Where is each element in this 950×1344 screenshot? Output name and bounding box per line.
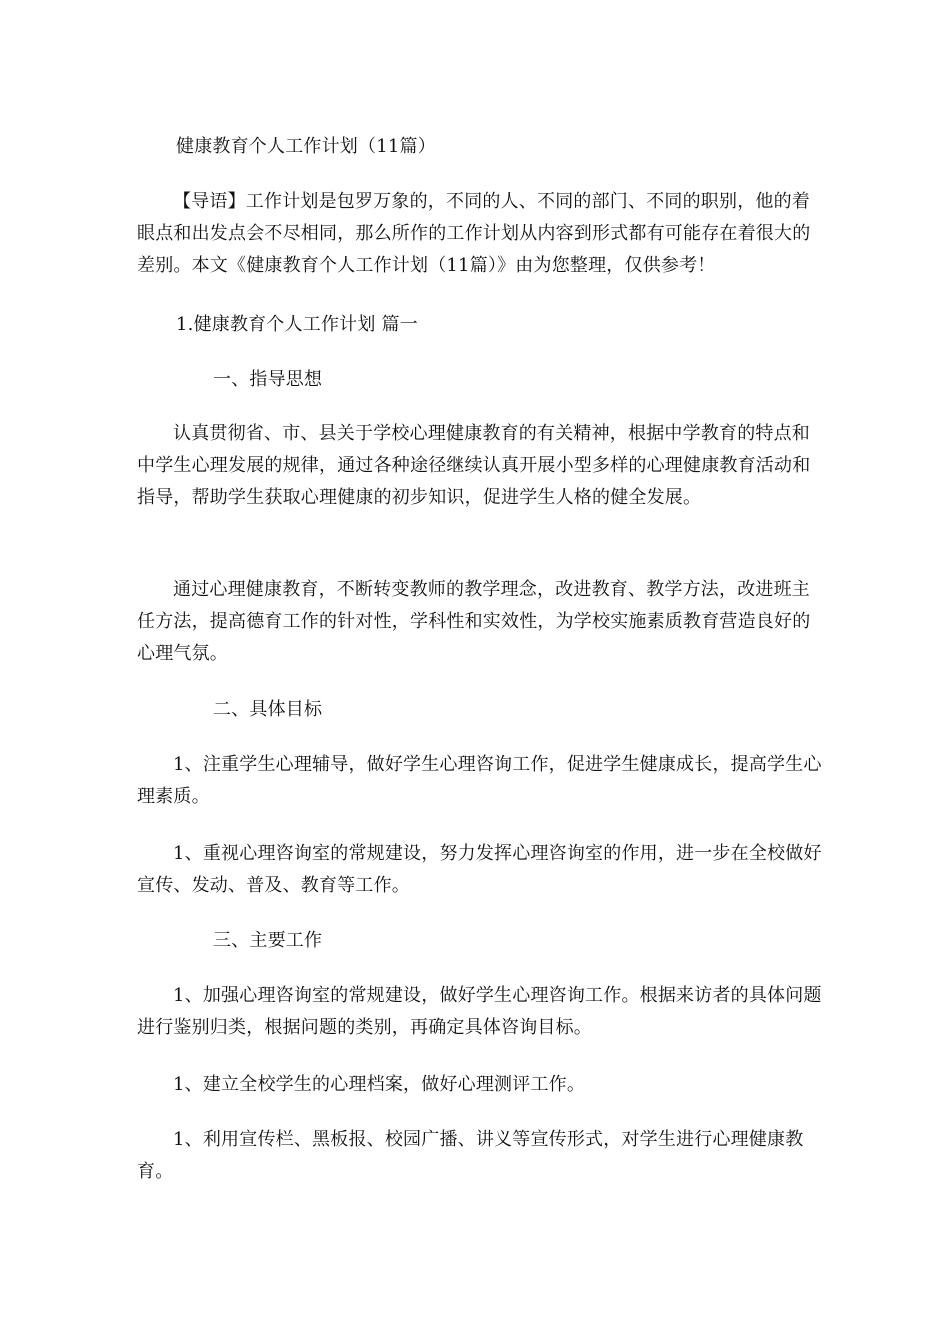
section-heading-specific-goals: 二、具体目标 <box>213 699 323 720</box>
main-work-paragraph-2: 1、建立全校学生的心理档案，做好心理测评工作。 <box>173 1074 586 1095</box>
guiding-ideology-paragraph-1: 认真贯彻省、市、县关于学校心理健康教育的有关精神，根据中学教育的特点和中学生心理发展的规律，通过各种途径继续认真开展小型多样的心理健康教育活动和指导，帮助学生获取心理健康的初步知识，促进学生人格的健全发展。 <box>137 423 811 508</box>
specific-goals-paragraph-1: 1、注重学生心理辅导，做好学生心理咨询工作，促进学生健康成长，提高学生心理素质。 <box>137 754 822 807</box>
main-work-paragraph-1: 1、加强心理咨询室的常规建设，做好学生心理咨询工作。根据来访者的具体问题进行鉴别归类，根据问题的类别，再确定具体咨询目标。 <box>137 985 822 1038</box>
intro-paragraph: 【导语】工作计划是包罗万象的，不同的人、不同的部门、不同的职别，他的着眼点和出发点会不尽相同，那么所作的工作计划从内容到形式都有可能存在着很大的差别。本文《健康教育个人工作计划（11篇）》由为您整理，仅供参考！ <box>137 191 811 276</box>
main-work-paragraph-3: 1、利用宣传栏、黑板报、校园广播、讲义等宣传形式，对学生进行心理健康教育。 <box>137 1129 804 1182</box>
section-heading-guiding-ideology: 一、指导思想 <box>213 369 323 390</box>
specific-goals-paragraph-2: 1、重视心理咨询室的常规建设，努力发挥心理咨询室的作用，进一步在全校做好宣传、发动、普及、教育等工作。 <box>137 843 822 896</box>
article-heading: 1.健康教育个人工作计划 篇一 <box>176 314 418 335</box>
guiding-ideology-paragraph-2: 通过心理健康教育，不断转变教师的教学理念，改进教育、教学方法，改进班主任方法，提高德育工作的针对性，学科性和实效性，为学校实施素质教育营造良好的心理气氛。 <box>137 579 811 664</box>
section-heading-main-work: 三、主要工作 <box>213 930 323 951</box>
document-title: 健康教育个人工作计划（11篇） <box>176 136 436 157</box>
